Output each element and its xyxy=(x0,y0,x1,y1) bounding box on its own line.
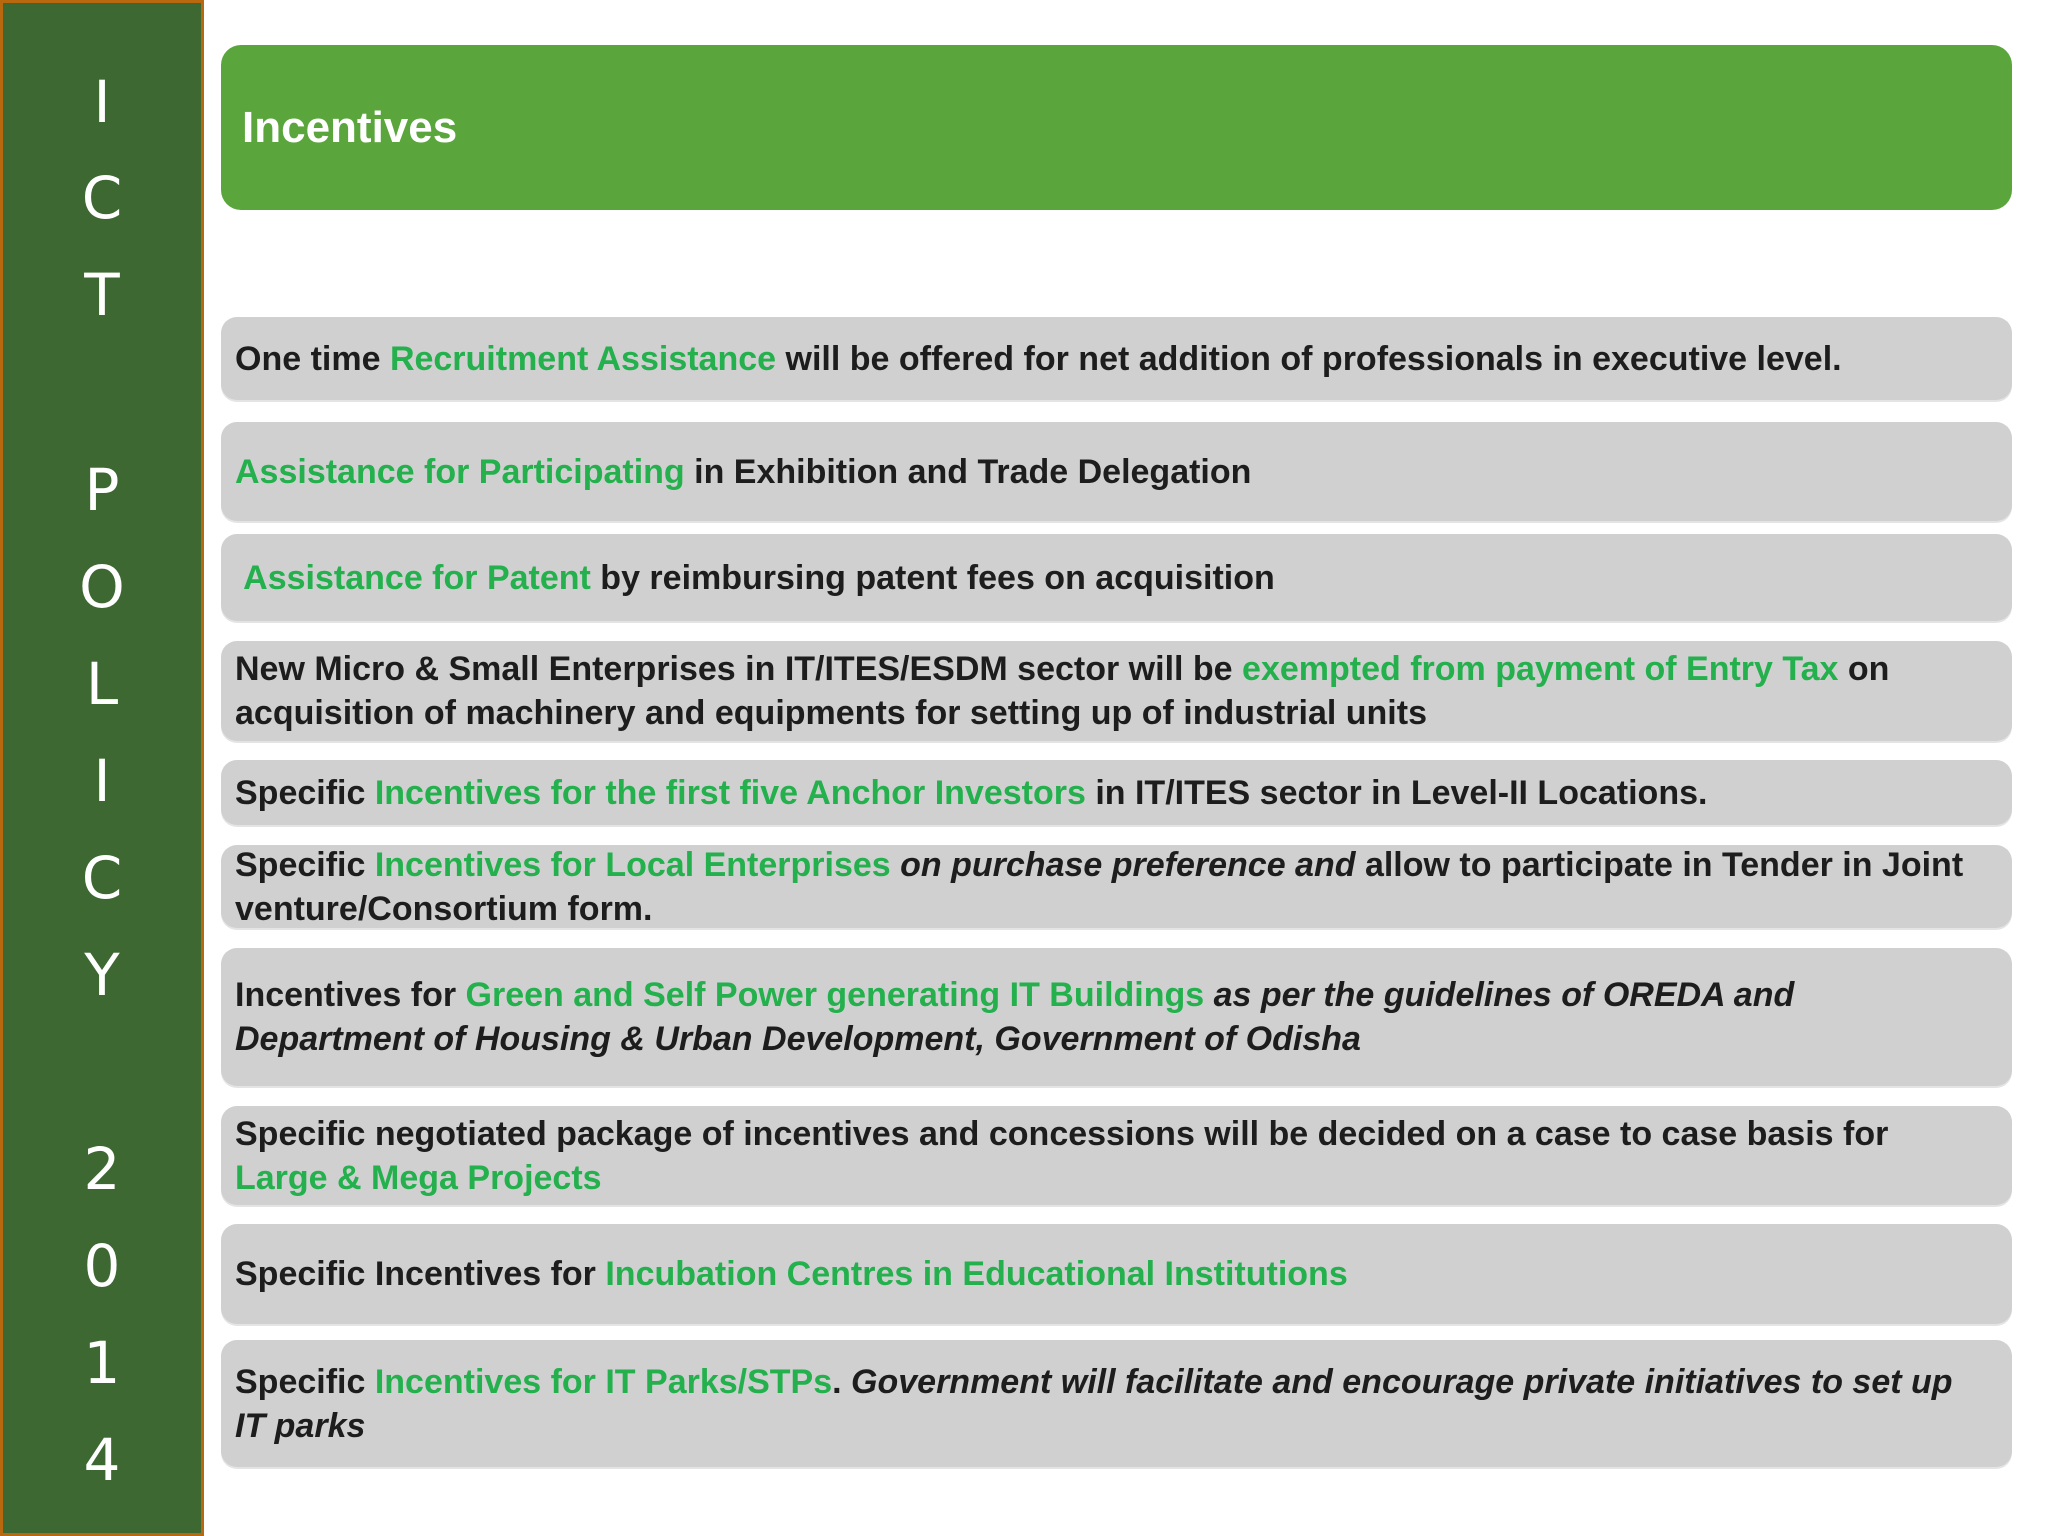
highlight-segment: Recruitment Assistance xyxy=(389,339,777,378)
sidebar-letter: 1 xyxy=(83,1329,121,1397)
incentive-item xyxy=(221,760,2012,825)
incentive-item xyxy=(221,317,2012,400)
sidebar-letter: L xyxy=(85,650,119,718)
sidebar-letter: 2 xyxy=(83,1135,121,1203)
sidebar-letter: Y xyxy=(84,941,120,1009)
text-segment: will be offered for net addition of professionals in executive level. xyxy=(776,339,1842,378)
text-segment: Specific xyxy=(235,845,375,884)
incentive-text xyxy=(235,556,1988,600)
text-segment: by reimbursing patent fees on acquisition xyxy=(590,558,1275,597)
highlight-segment: Assistance for Patent xyxy=(235,558,591,597)
text-segment: Specific xyxy=(235,1362,375,1401)
sidebar-letter: P xyxy=(84,456,120,524)
italic-segment: as per the guidelines of OREDA and Department of Housing & Urban Development, Government of Odisha xyxy=(235,976,1795,1058)
italic-segment: Government will facilitate and encourage private initiatives to set up IT parks xyxy=(235,1362,1953,1445)
sidebar-letter: 0 xyxy=(83,1232,121,1300)
title-banner xyxy=(221,45,2012,210)
incentive-text xyxy=(235,647,1988,735)
incentive-text xyxy=(235,1252,1988,1296)
text-segment: on acquisition of machinery and equipments for setting up of industrial units xyxy=(235,650,1890,732)
italic-segment: on purchase preference and xyxy=(890,845,1356,884)
incentive-text xyxy=(235,337,1988,381)
page-title: Incentives xyxy=(242,102,458,152)
sidebar-letter: T xyxy=(84,261,120,329)
text-segment: New Micro & Small Enterprises in IT/ITES/ESDM sector will be xyxy=(235,650,1243,688)
text-segment: Specific xyxy=(235,773,375,812)
incentive-text xyxy=(235,1112,1988,1200)
incentive-item xyxy=(221,1340,2012,1467)
sidebar-letter: C xyxy=(81,164,123,232)
sidebar-vertical-title xyxy=(0,0,204,1536)
incentive-item xyxy=(221,641,2012,741)
incentive-item xyxy=(221,948,2012,1086)
incentive-text xyxy=(235,1360,1988,1448)
highlight-segment: Green and Self Power generating IT Buildings xyxy=(465,976,1205,1014)
text-segment: in Exhibition and Trade Delegation xyxy=(684,452,1252,491)
sidebar-letter: I xyxy=(93,68,111,136)
sidebar-letter: C xyxy=(81,844,123,912)
text-segment: One time xyxy=(235,339,390,378)
incentive-item xyxy=(221,534,2012,621)
incentive-text xyxy=(235,843,1988,931)
text-segment: allow to participate in Tender in Joint venture/Consortium form. xyxy=(235,845,1964,928)
incentive-text xyxy=(235,450,1988,494)
text-segment: Incentives for xyxy=(235,976,466,1014)
sidebar-letter: O xyxy=(79,553,125,621)
highlight-segment: Assistance for Participating xyxy=(235,452,685,491)
text-segment: . xyxy=(832,1362,852,1401)
highlight-segment: Incubation Centres in Educational Institutions xyxy=(605,1255,1348,1293)
incentive-text xyxy=(235,771,1988,815)
text-segment: Specific negotiated package of incentives and concessions will be decided on a case to case basis for xyxy=(235,1114,1889,1153)
incentive-item xyxy=(221,1106,2012,1205)
incentive-item xyxy=(221,845,2012,928)
incentive-item xyxy=(221,1224,2012,1324)
sidebar-letter: I xyxy=(93,747,111,815)
text-segment: Specific Incentives for xyxy=(235,1255,606,1293)
highlight-segment: exempted from payment of Entry Tax xyxy=(1242,650,1839,688)
sidebar-letter: 4 xyxy=(83,1426,121,1494)
highlight-segment: Incentives for IT Parks/STPs xyxy=(374,1362,833,1401)
highlight-segment: Large & Mega Projects xyxy=(235,1158,602,1197)
text-segment: in IT/ITES sector in Level-II Locations. xyxy=(1085,773,1708,812)
highlight-segment: Incentives for the first five Anchor Investors xyxy=(374,773,1086,812)
incentive-item xyxy=(221,422,2012,521)
highlight-segment: Incentives for Local Enterprises xyxy=(374,845,891,884)
incentive-text xyxy=(235,973,1988,1061)
